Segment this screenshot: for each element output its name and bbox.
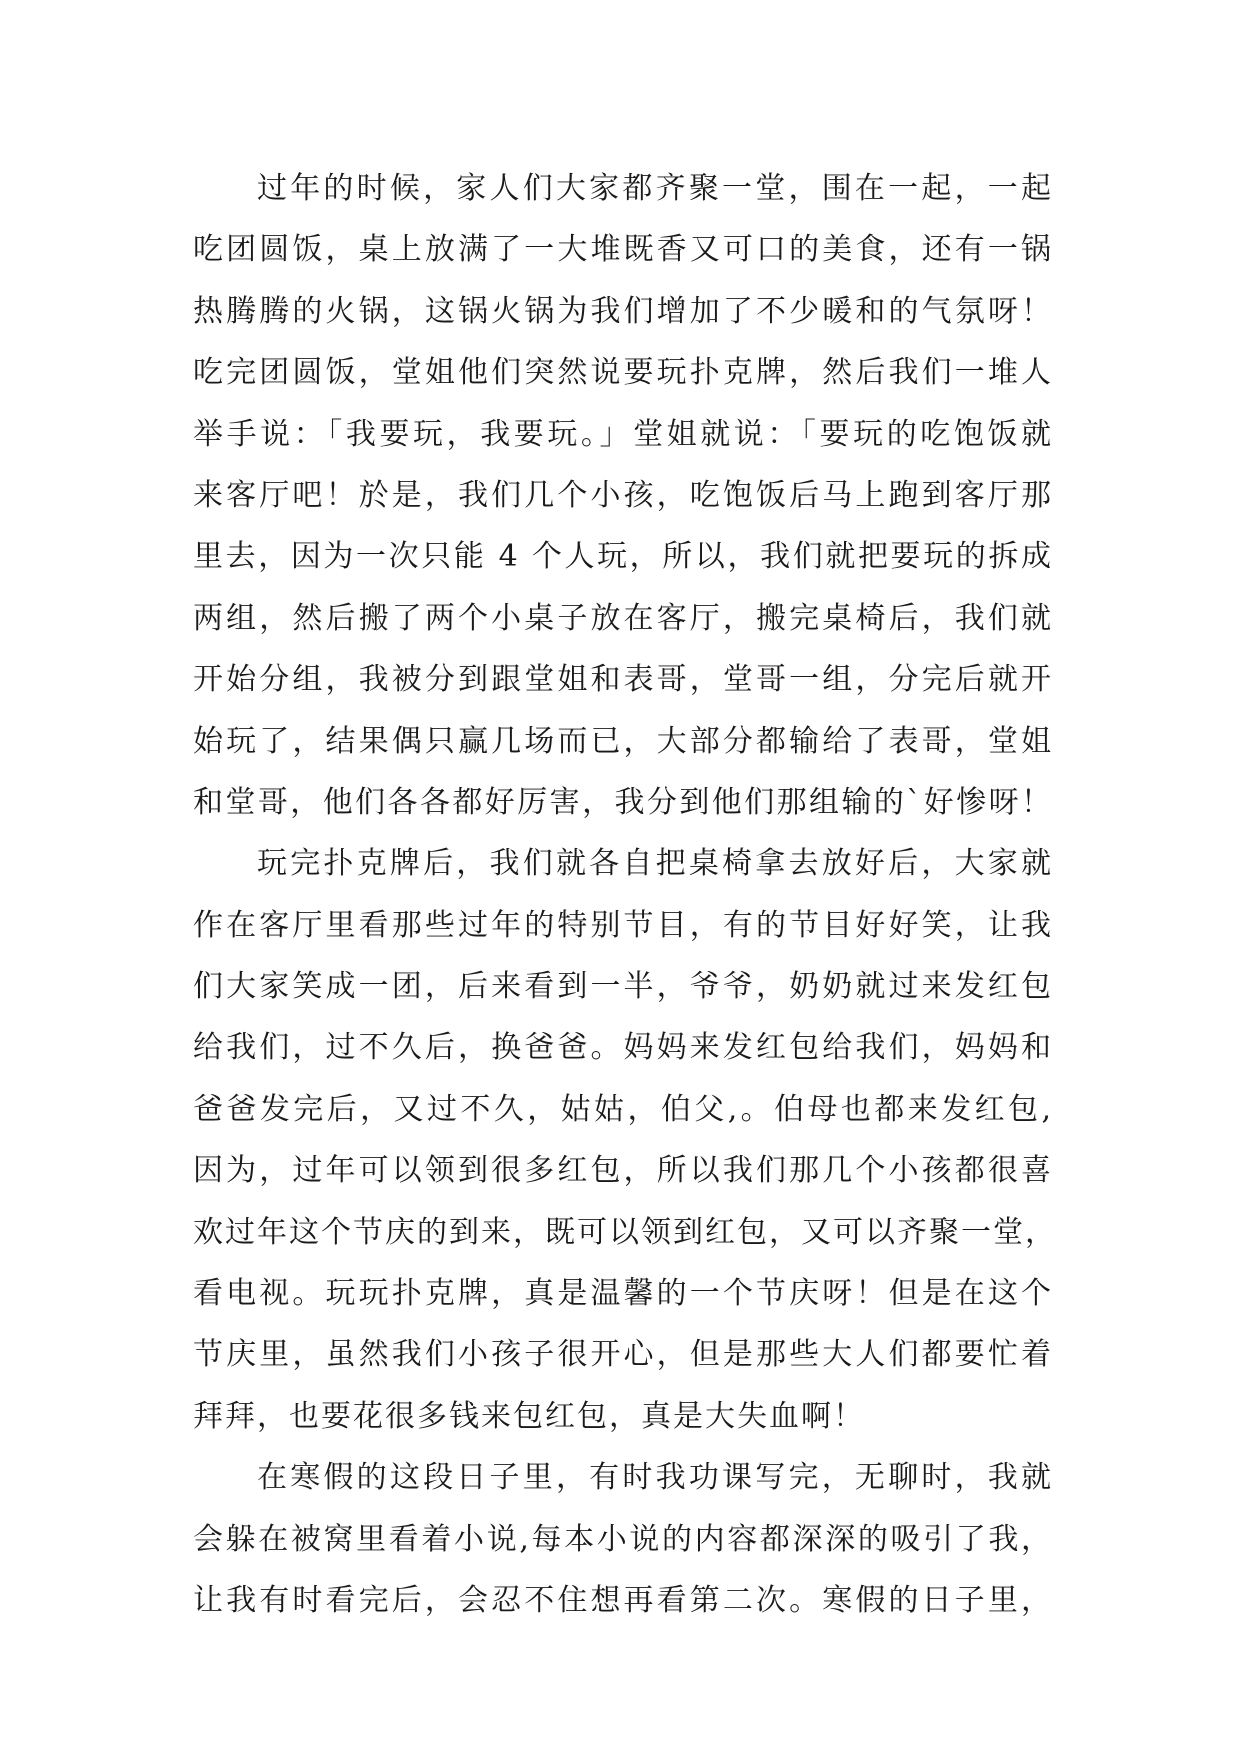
paragraph-1-line-2: 吃团圆饭，桌上放满了一大堆既香又可口的美食，还有一锅 bbox=[193, 232, 1053, 268]
paragraph-3-line-3: 让我有时看完后，会忍不住想再看第二次。寒假的日子里， bbox=[193, 1582, 1053, 1618]
paragraph-3-line-1: 在寒假的这段日子里，有时我功课写完，无聊时，我就 bbox=[257, 1460, 1053, 1496]
paragraph-2-line-7: 欢过年这个节庆的到来，既可以领到红包，又可以齐聚一堂， bbox=[193, 1214, 1057, 1250]
paragraph-2-line-10: 拜拜，也要花很多钱来包红包，真是大失血啊！ bbox=[193, 1398, 865, 1434]
paragraph-2-line-8: 看电视。玩玩扑克牌，真是温馨的一个节庆呀！但是在这个 bbox=[193, 1276, 1053, 1312]
paragraph-1-line-3: 热腾腾的火锅，这锅火锅为我们增加了不少暖和的气氛呀！ bbox=[193, 293, 1053, 329]
paragraph-1-line-5: 举手说：「我要玩，我要玩。」堂姐就说：「要玩的吃饱饭就 bbox=[193, 416, 1053, 452]
paragraph-1-line-6: 来客厅吧！於是，我们几个小孩，吃饱饭后马上跑到客厅那 bbox=[193, 477, 1053, 513]
paragraph-2-line-6: 因为，过年可以领到很多红包，所以我们那几个小孩都很喜 bbox=[193, 1153, 1053, 1189]
paragraph-1-line-10: 始玩了，结果偶只赢几场而已，大部分都输给了表哥，堂姐 bbox=[193, 723, 1053, 759]
paragraph-2-line-4: 给我们，过不久后，换爸爸。妈妈来发红包给我们，妈妈和 bbox=[193, 1030, 1053, 1066]
paragraph-1-line-11: 和堂哥，他们各各都好厉害，我分到他们那组输的`好惨呀！ bbox=[193, 784, 1053, 820]
paragraph-2-line-1: 玩完扑克牌后，我们就各自把桌椅拿去放好后，大家就 bbox=[257, 846, 1053, 882]
paragraph-2-line-9: 节庆里，虽然我们小孩子很开心，但是那些大人们都要忙着 bbox=[193, 1337, 1053, 1373]
paragraph-1-line-1: 过年的时候，家人们大家都齐聚一堂，围在一起，一起 bbox=[257, 171, 1053, 206]
paragraph-1-line-9: 开始分组，我被分到跟堂姐和表哥，堂哥一组，分完后就开 bbox=[193, 662, 1053, 698]
paragraph-2-line-5: 爸爸发完后，又过不久，姑姑，伯父,。伯母也都来发红包, bbox=[193, 1091, 1053, 1127]
essay-body bbox=[193, 158, 1057, 1631]
paragraph-1-line-7: 里去，因为一次只能 4 个人玩，所以，我们就把要玩的拆成 bbox=[193, 539, 1053, 575]
paragraph-2-line-2: 作在客厅里看那些过年的特别节目，有的节目好好笑，让我 bbox=[193, 907, 1053, 943]
paragraph-1-line-8: 两组，然后搬了两个小桌子放在客厅，搬完桌椅后，我们就 bbox=[193, 600, 1053, 636]
paragraph-1-line-4: 吃完团圆饭，堂姐他们突然说要玩扑克牌，然后我们一堆人 bbox=[193, 355, 1053, 391]
paragraph-2-line-3: 们大家笑成一团，后来看到一半，爷爷，奶奶就过来发红包 bbox=[193, 969, 1053, 1005]
paragraph-3-line-2: 会躲在被窝里看着小说,每本小说的内容都深深的吸引了我， bbox=[193, 1521, 1053, 1557]
